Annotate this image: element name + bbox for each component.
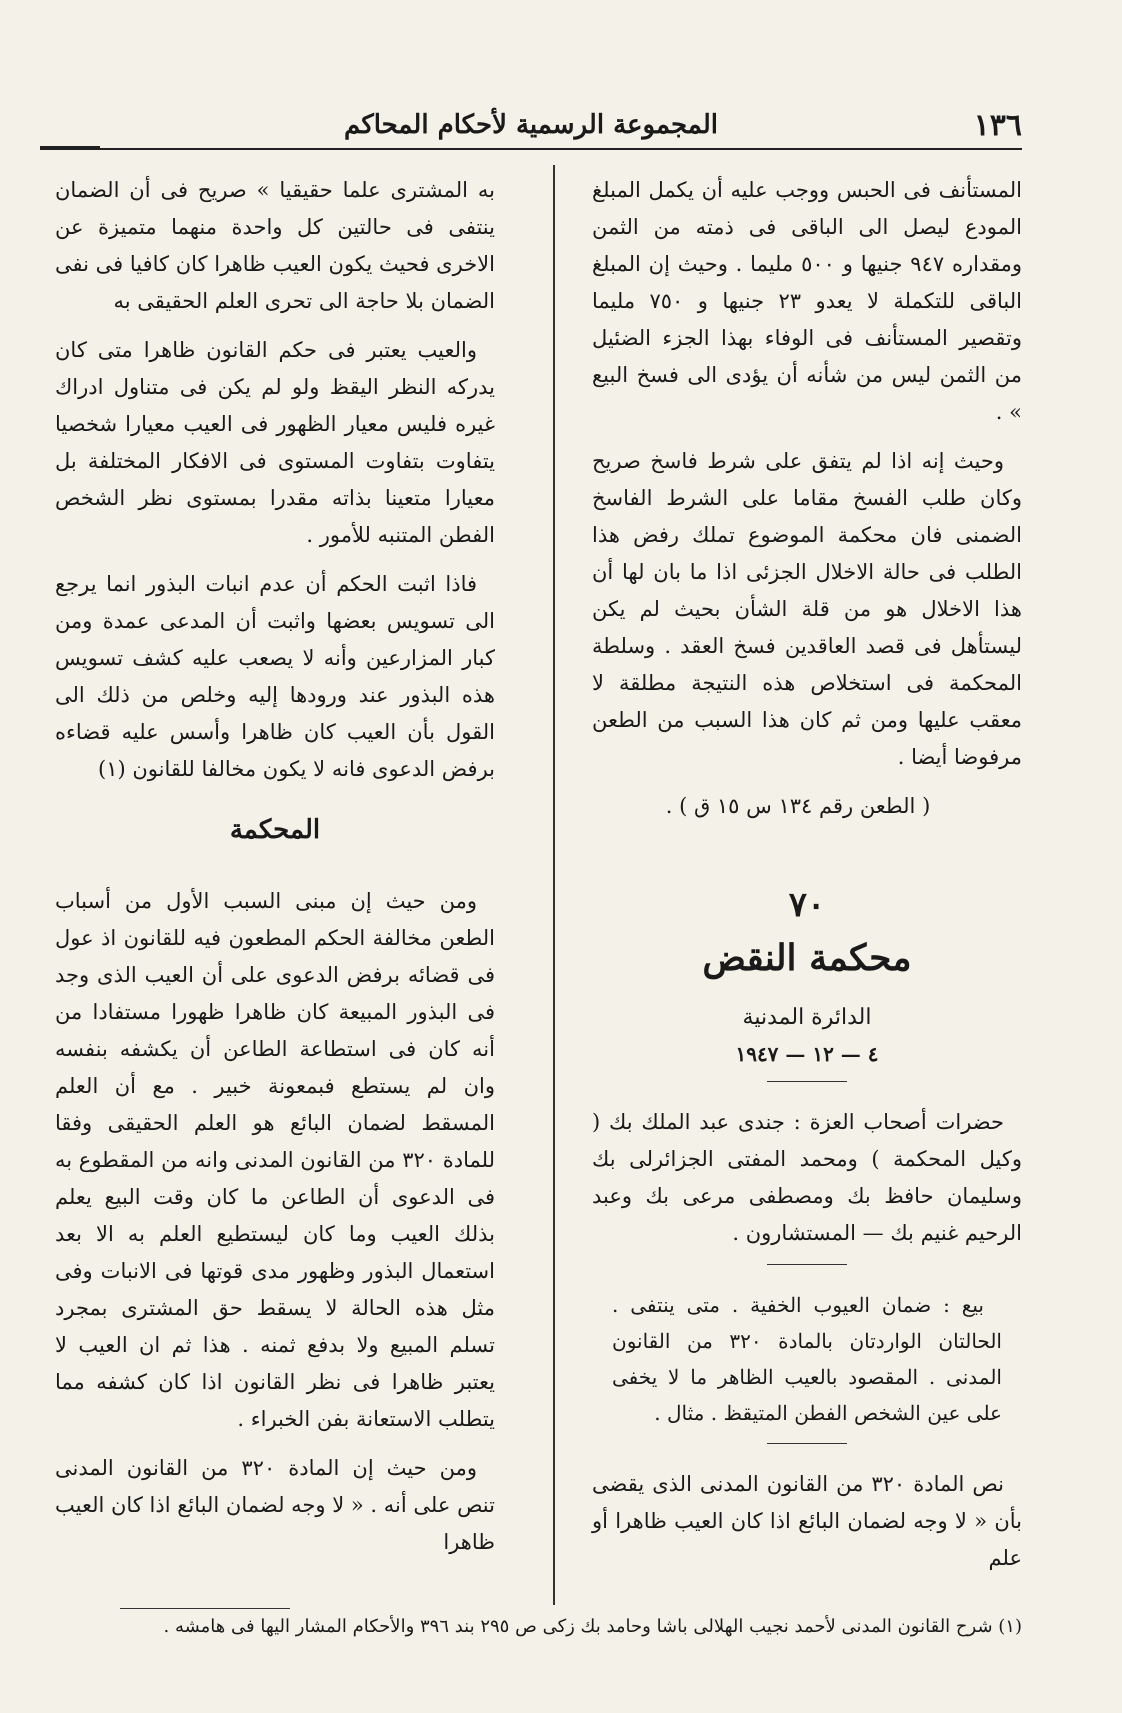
circuit-name: الدائرة المدنية [742, 1005, 872, 1030]
paragraph: ومن حيث إن المادة ٣٢٠ من القانون المدنى تنص على أنه . « لا وجه لضمان البائع اذا كان العيب ظاهرا [55, 1456, 495, 1554]
case-citation: ( الطعن رقم ١٣٤ س ١٥ ق ) . [665, 794, 931, 818]
paragraph: نص المادة ٣٢٠ من القانون المدنى الذى يقضى بأن « لا وجه لضمان البائع اذا كان العيب ظاهرا أو علم [592, 1472, 1022, 1570]
separator-rule [767, 1264, 847, 1265]
paragraph: فاذا اثبت الحكم أن عدم انبات البذور انما يرجع الى تسويس بعضها واثبت أن المدعى عمدة ومن كبار المزارعين وأنه لا يصعب عليه كشف تسويس هذه البذور عند ورودها إليه وخلص من ذلك الى القول بأن العيب كان ظاهرا وأسس عليه قضاءه برفض الدعوى فانه لا يكون مخالفا للقانون (١) [55, 572, 495, 781]
court-name: محكمة النقض [702, 937, 912, 979]
paragraph: المستأنف فى الحبس ووجب عليه أن يكمل المبلغ المودع ليصل الى الباقى فى ذمته من الثمن ومقداره ٩٤٧ جنيها و ٥٠٠ مليما . وحيث إن المبلغ الباقى للتكملة لا يعدو ٢٣ جنيها و ٧٥٠ مليما وتقصير المستأنف فى الوفاء بهذا الجزء الضئيل من الثمن ليس من شأنه أن يؤدى الى فسخ البيع » . [592, 178, 1022, 424]
column-divider [553, 165, 555, 1605]
headnote: بيع : ضمان العيوب الخفية . متى ينتفى . الحالتان الواردتان بالمادة ٣٢٠ من القانون المدنى . المقصود بالعيب الظاهر ما لا يخفى على عين الشخص الفطن المتيقظ . مثال . [612, 1293, 1002, 1425]
paragraph: والعيب يعتبر فى حكم القانون ظاهرا متى كان يدركه النظر اليقظ ولو لم يكن فى متناول ادراك غيره فليس معيار الظهور فى العيب معيارا شخصيا يتفاوت بتفاوت المستوى فى الافكار المختلفة بل معيارا متعينا بذاته مقدرا بمستوى نظر الشخص الفطن المتنبه للأمور . [55, 338, 495, 547]
judgment-date: ٤ — ١٢ — ١٩٤٧ [735, 1042, 879, 1066]
page-header [40, 108, 1022, 148]
paragraph: وحيث إنه اذا لم يتفق على شرط فاسخ صريح وكان طلب الفسخ مقاما على الشرط الفاسخ الضمنى فان محكمة الموضوع تملك رفض هذا الطلب فى حالة الاخلال الجزئى اذا ما بان لها أن هذا الاخلال هو من قلة الشأن بحيث لم يكن ليستأهل فى قصد العاقدين فسخ العقد . وسلطة المحكمة فى استخلاص هذه النتيجة مطلقة لا معقب عليها ومن ثم كان هذا السبب من الطعن مرفوضا أيضا . [592, 449, 1022, 769]
left-column [55, 172, 495, 1573]
footnote-rule [120, 1608, 290, 1609]
running-title: المجموعة الرسمية لأحكام المحاكم [344, 110, 718, 140]
right-column [592, 172, 1022, 1589]
footnote: (١) شرح القانون المدنى لأحمد نجيب الهلالى باشا وحامد بك زكى ص ٢٩٥ بند ٣٩٦ والأحكام المشار اليها فى هامشه . [163, 1616, 1022, 1637]
header-rule [40, 148, 1022, 150]
paragraph: ومن حيث إن مبنى السبب الأول من أسباب الطعن مخالفة الحكم المطعون فيه للقانون اذ عول فى قضائه برفض الدعوى على أن العيب الذى وجد فى البذور المبيعة كان ظاهرا ظهورا مستفادا من أنه كان فى استطاعة الطاعن أن يكشفه بنفسه وان لم يستطع فبمعونة خبير . مع أن العلم المسقط لضمان البائع هو العلم الحقيقى وفقا للمادة ٣٢٠ من القانون المدنى وانه من المقطوع به فى الدعوى أن الطاعن ما كان وقت البيع يعلم بذلك العيب وما كان ليستطيع العلم به الا بعد استعمال البذور وظهور مدى قوتها فى الانبات وفى مثل هذه الحالة لا يسقط حق المشترى بمجرد تسلم المبيع ولا بدفع ثمنه . هذا ثم ان العيب لا يعتبر ظاهرا فى نظر القانون اذا كان كشفه مما يتطلب الاستعانة بفن الخبراء . [55, 889, 495, 1431]
case-number: ٧٠ [788, 885, 826, 925]
separator-rule [767, 1443, 847, 1444]
bench-composition: حضرات أصحاب العزة : جندى عبد الملك بك ( وكيل المحكمة ) ومحمد المفتى الجزائرلى بك وسليمان حافظ بك ومصطفى مرعى بك وعبد الرحيم غنيم بك — المستشارون . [592, 1110, 1022, 1245]
separator-rule [767, 1081, 847, 1082]
page-number: ١٣٦ [973, 108, 1022, 143]
paragraph: به المشترى علما حقيقيا » صريح فى أن الضمان ينتفى فى حالتين كل واحدة منهما متميزة عن الاخرى فحيث يكون العيب ظاهرا كان كافيا فى نفى الضمان بلا حاجة الى تحرى العلم الحقيقى به [55, 178, 495, 313]
section-heading: المحكمة [229, 815, 321, 845]
